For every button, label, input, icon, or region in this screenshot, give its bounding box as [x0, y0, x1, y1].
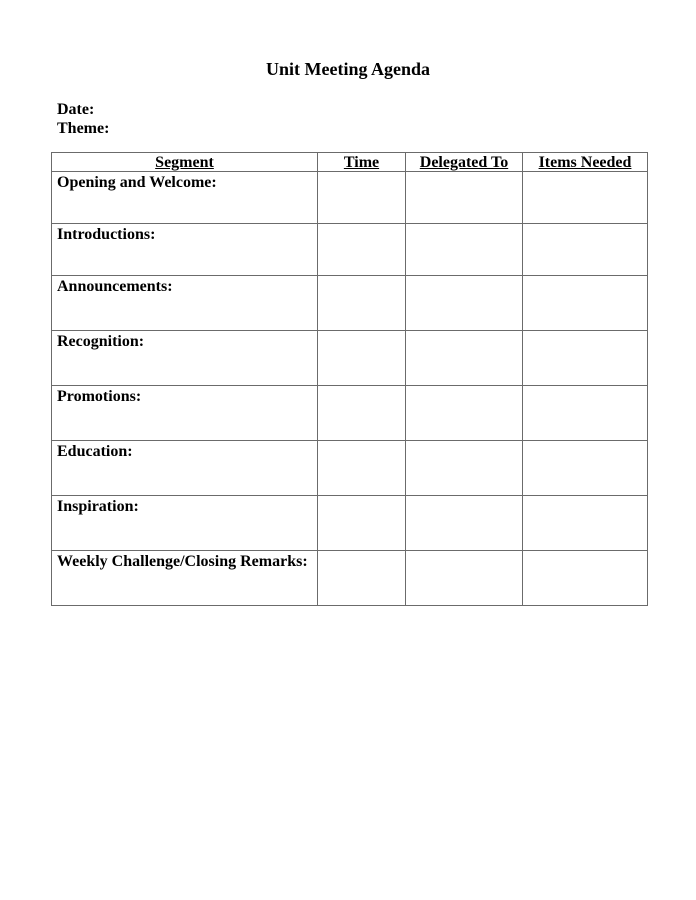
- time-cell[interactable]: [318, 276, 406, 331]
- delegated-to-cell[interactable]: [406, 224, 523, 276]
- header-segment: Segment: [52, 153, 318, 172]
- table-row: [52, 386, 648, 441]
- table-row: [52, 331, 648, 386]
- items-needed-cell[interactable]: [523, 224, 648, 276]
- time-cell[interactable]: [318, 496, 406, 551]
- items-needed-cell[interactable]: [523, 441, 648, 496]
- delegated-to-cell[interactable]: [406, 386, 523, 441]
- time-cell[interactable]: [318, 224, 406, 276]
- header-delegated-to: Delegated To: [406, 153, 523, 172]
- segment-cell: Opening and Welcome:: [52, 172, 318, 224]
- segment-cell: Weekly Challenge/Closing Remarks:: [52, 551, 318, 606]
- segment-cell: Education:: [52, 441, 318, 496]
- time-cell[interactable]: [318, 331, 406, 386]
- table-row: [52, 276, 648, 331]
- time-cell[interactable]: [318, 386, 406, 441]
- table-row: [52, 224, 648, 276]
- items-needed-cell[interactable]: [523, 551, 648, 606]
- table-row: [52, 441, 648, 496]
- items-needed-cell[interactable]: [523, 496, 648, 551]
- header-items-needed: Items Needed: [523, 153, 648, 172]
- items-needed-cell[interactable]: [523, 331, 648, 386]
- delegated-to-cell[interactable]: [406, 172, 523, 224]
- table-row: [52, 496, 648, 551]
- segment-cell: Introductions:: [52, 224, 318, 276]
- segment-cell: Recognition:: [52, 331, 318, 386]
- items-needed-cell[interactable]: [523, 276, 648, 331]
- segment-cell: Promotions:: [52, 386, 318, 441]
- delegated-to-cell[interactable]: [406, 331, 523, 386]
- header-time: Time: [318, 153, 406, 172]
- page-title: Unit Meeting Agenda: [266, 59, 430, 79]
- table-row: [52, 172, 648, 224]
- time-cell[interactable]: [318, 441, 406, 496]
- agenda-table: [51, 152, 648, 606]
- delegated-to-cell[interactable]: [406, 441, 523, 496]
- table-row: [52, 551, 648, 606]
- delegated-to-cell[interactable]: [406, 496, 523, 551]
- items-needed-cell[interactable]: [523, 386, 648, 441]
- delegated-to-cell[interactable]: [406, 551, 523, 606]
- segment-cell: Announcements:: [52, 276, 318, 331]
- time-cell[interactable]: [318, 172, 406, 224]
- theme-label: Theme:: [57, 120, 110, 137]
- date-label: Date:: [57, 101, 95, 118]
- table-header-row: [52, 153, 648, 172]
- time-cell[interactable]: [318, 551, 406, 606]
- segment-cell: Inspiration:: [52, 496, 318, 551]
- delegated-to-cell[interactable]: [406, 276, 523, 331]
- items-needed-cell[interactable]: [523, 172, 648, 224]
